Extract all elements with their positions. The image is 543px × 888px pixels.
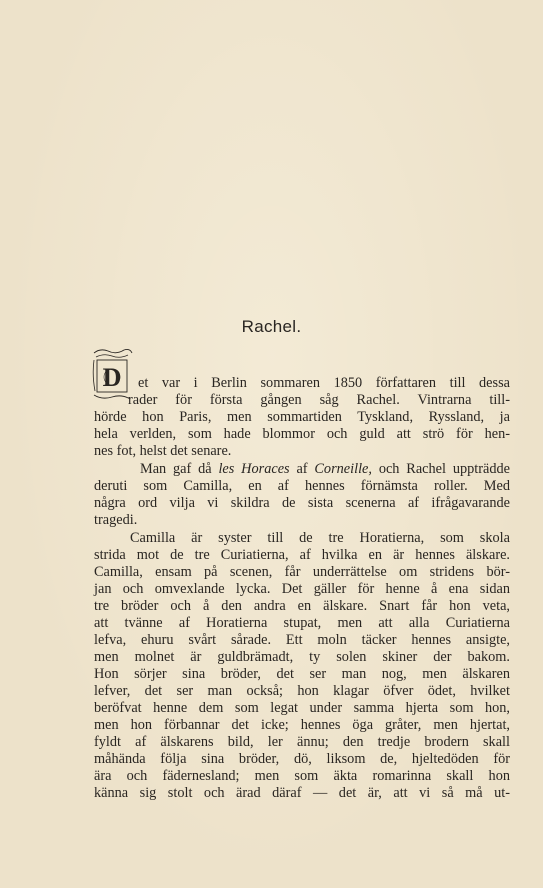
text-line: et var i Berlin sommaren 1850 författaren till dessa [138, 375, 510, 391]
text-line: Hon sörjer sina bröder, det ser man nog, men älskaren [94, 666, 510, 682]
text-line: lefver, det ser man också; hon klagar öfver ödet, hvilket [94, 683, 510, 699]
text-line: tre bröder och å den andra en älskare. Snart får hon veta, [94, 598, 510, 614]
text-line-with-italics: Man gaf då les Horaces af Corneille, och Rachel uppträdde [140, 461, 510, 477]
text-line: Camilla, ensam på scenen, får underrättelse om stridens bör- [94, 564, 510, 580]
text-line: några ord vilja vi skildra de sista scenerna af ifrågavarande [94, 495, 510, 511]
text-line: strida mot de tre Curiatierna, af hvilka en är hennes älskare. [94, 547, 510, 563]
portrait-illustration [228, 60, 348, 260]
italic-title: les Horaces [218, 461, 290, 477]
italic-title: Corneille, [314, 461, 372, 477]
text-line: men molnet är guldbrämadt, ty solen skiner der bakom. [94, 649, 510, 665]
text-line: måhända följa sina bröder, dö, liksom de, hjeltedöden för [94, 751, 510, 767]
text-line: hela verlden, som hade blommor och guld att strö för hen- [94, 426, 510, 442]
text-line: ära och fädernesland; men som äkta romarinna skall hon [94, 768, 510, 784]
text-line: jan och omvexlande lycka. Det gäller för henne å ena sidan [94, 581, 510, 597]
text-line: beröfvat henne dem som legat under samma hjerta som hon, [94, 700, 510, 716]
text-line: att tvänne af Horatierna stupat, men att alla Curiatierna [94, 615, 510, 631]
text-line: men hon förbannar det icke; hennes öga gråter, men hjertat, [94, 717, 510, 733]
text-line: fyldt af älskarens bild, ler ännu; den tredje brodern skall [94, 734, 510, 750]
text-line: hörde hon Paris, men sommartiden Tyskland, Ryssland, ja [94, 409, 510, 425]
text-line: lefva, ehuru svårt sårade. Ett moln täcker hennes ansigte, [94, 632, 510, 648]
text-line: känna sig stolt och ärad däraf — det är, att vi så må ut- [94, 785, 510, 801]
text-line: nes fot, helst det senare. [94, 443, 232, 459]
text-line: rader för första gången såg Rachel. Vintrarna till- [128, 392, 510, 408]
text-line: deruti som Camilla, en af hennes förnämsta roller. Med [94, 478, 510, 494]
chapter-title: Rachel. [241, 317, 302, 336]
text-line: tragedi. [94, 512, 138, 528]
text-line: Camilla är syster till de tre Horatierna, som skola [130, 530, 510, 546]
drop-cap-letter: D [102, 363, 122, 392]
